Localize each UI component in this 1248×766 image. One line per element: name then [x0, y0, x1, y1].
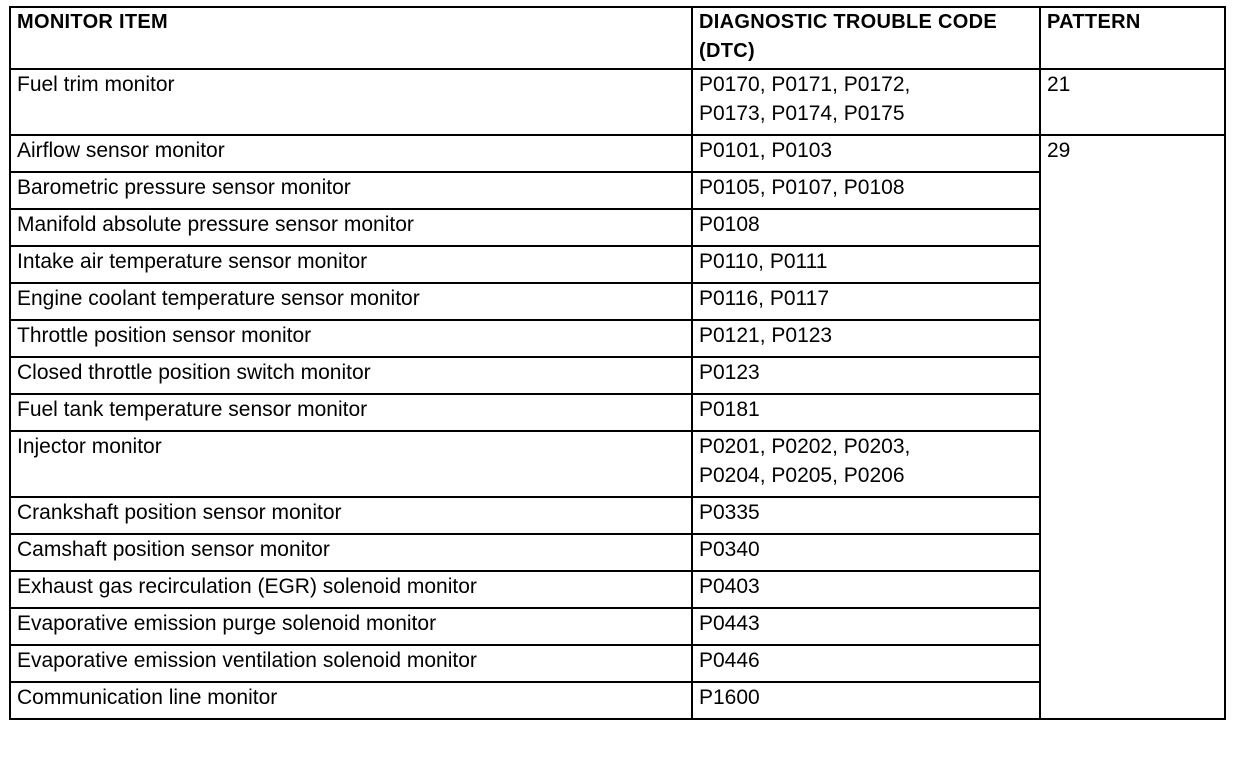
monitor-cell: Injector monitor — [10, 431, 692, 497]
monitor-cell: Engine coolant temperature sensor monitor — [10, 283, 692, 320]
table-header-row — [10, 7, 1225, 69]
dtc-cell: P0181 — [692, 394, 1040, 431]
monitor-cell: Barometric pressure sensor monitor — [10, 172, 692, 209]
monitor-cell: Evaporative emission purge solenoid monitor — [10, 608, 692, 645]
table-row — [10, 69, 1225, 135]
dtc-cell: P0340 — [692, 534, 1040, 571]
dtc-cell: P0335 — [692, 497, 1040, 534]
header-pattern: PATTERN — [1040, 7, 1225, 69]
dtc-cell: P0443 — [692, 608, 1040, 645]
dtc-cell: P0403 — [692, 571, 1040, 608]
dtc-line: P0173, P0174, P0175 — [699, 102, 905, 125]
pattern-cell: 21 — [1040, 69, 1225, 135]
monitor-cell: Throttle position sensor monitor — [10, 320, 692, 357]
monitor-cell: Fuel trim monitor — [10, 69, 692, 135]
header-dtc: DIAGNOSTIC TROUBLE CODE (DTC) — [692, 7, 1040, 69]
header-monitor-item: MONITOR ITEM — [10, 7, 692, 69]
monitor-cell: Airflow sensor monitor — [10, 135, 692, 172]
dtc-table-container — [9, 6, 1226, 720]
dtc-line: P0170, P0171, P0172, — [699, 73, 911, 96]
pattern-cell: 29 — [1040, 135, 1225, 719]
monitor-cell: Manifold absolute pressure sensor monitor — [10, 209, 692, 246]
dtc-cell: P0123 — [692, 357, 1040, 394]
table-body — [10, 69, 1225, 719]
dtc-cell: P0105, P0107, P0108 — [692, 172, 1040, 209]
dtc-line: P0204, P0205, P0206 — [699, 464, 905, 487]
monitor-cell: Crankshaft position sensor monitor — [10, 497, 692, 534]
dtc-cell: P0101, P0103 — [692, 135, 1040, 172]
monitor-cell: Fuel tank temperature sensor monitor — [10, 394, 692, 431]
dtc-cell — [692, 431, 1040, 497]
dtc-cell: P0121, P0123 — [692, 320, 1040, 357]
monitor-cell: Exhaust gas recirculation (EGR) solenoid monitor — [10, 571, 692, 608]
dtc-cell: P0446 — [692, 645, 1040, 682]
monitor-cell: Intake air temperature sensor monitor — [10, 246, 692, 283]
dtc-cell: P1600 — [692, 682, 1040, 719]
monitor-cell: Closed throttle position switch monitor — [10, 357, 692, 394]
monitor-cell: Camshaft position sensor monitor — [10, 534, 692, 571]
dtc-cell: P0110, P0111 — [692, 246, 1040, 283]
monitor-cell: Evaporative emission ventilation solenoid monitor — [10, 645, 692, 682]
monitor-dtc-table — [9, 6, 1226, 720]
dtc-cell: P0116, P0117 — [692, 283, 1040, 320]
dtc-cell: P0108 — [692, 209, 1040, 246]
monitor-cell: Communication line monitor — [10, 682, 692, 719]
table-row — [10, 135, 1225, 172]
dtc-line: P0201, P0202, P0203, — [699, 435, 911, 458]
dtc-cell — [692, 69, 1040, 135]
